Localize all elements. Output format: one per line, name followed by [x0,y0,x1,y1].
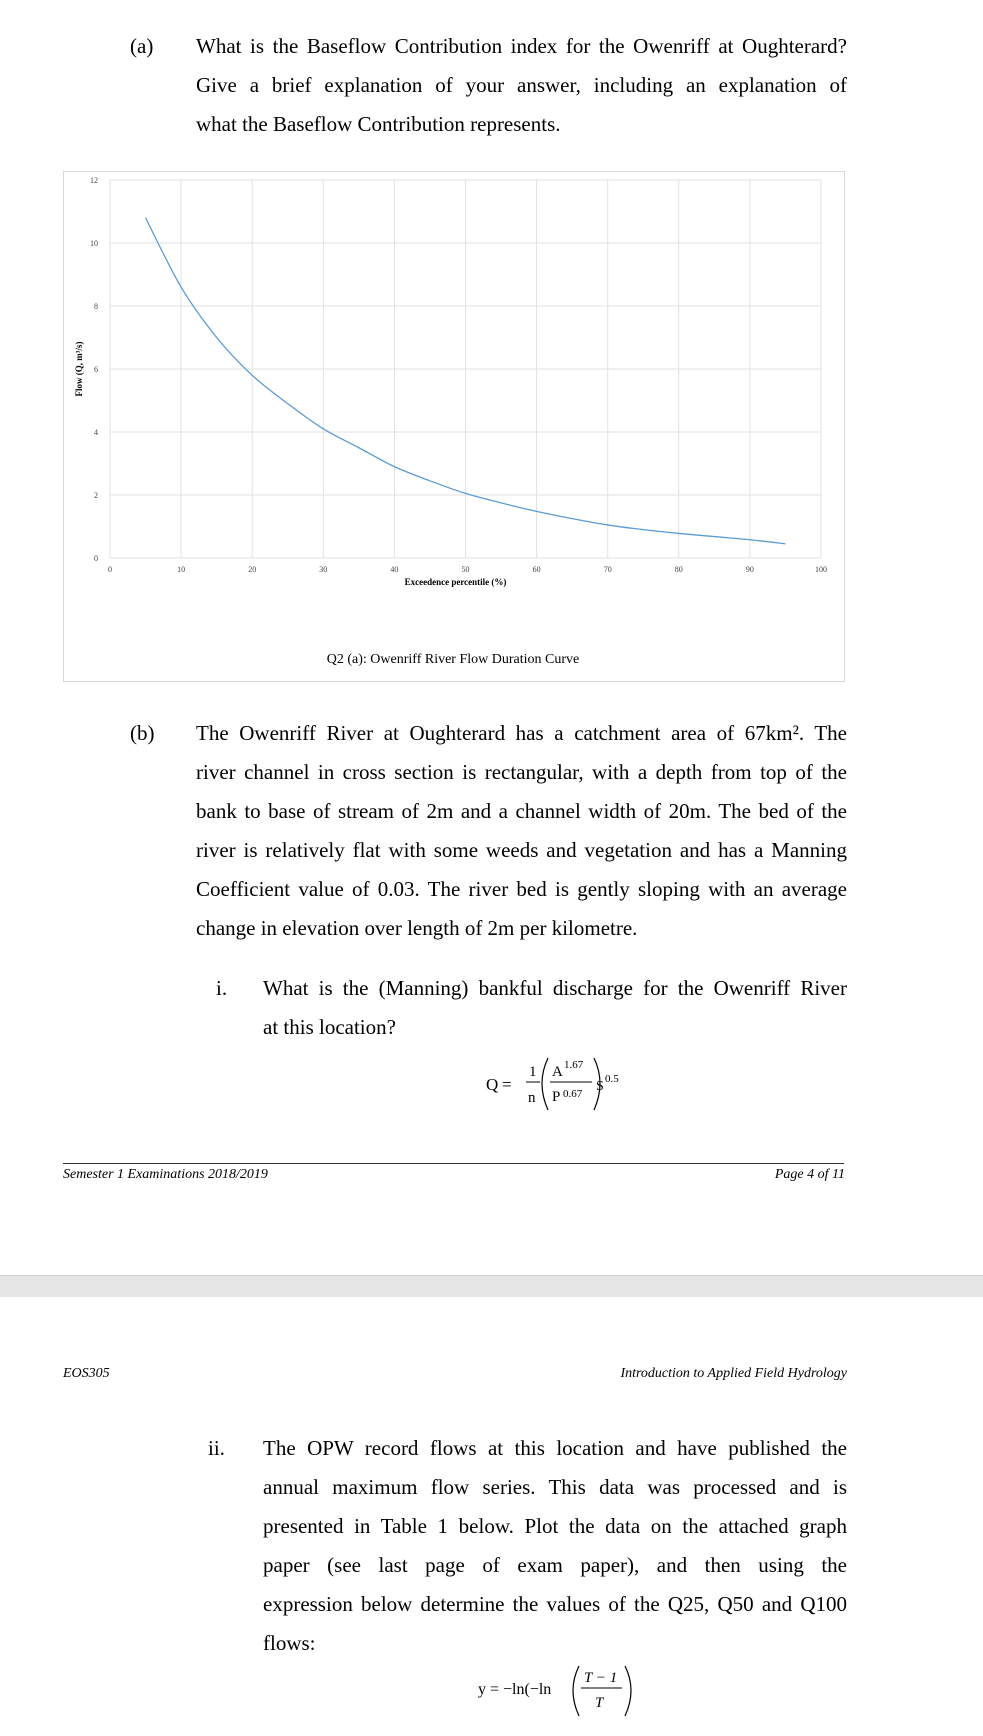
question-b-i-label: i. [216,976,228,1000]
x-tick-label: 100 [815,565,827,574]
y-tick-label: 12 [90,176,98,185]
eq-gumbel-left-paren [573,1666,579,1716]
eq-gumbel-den: T [595,1695,604,1711]
x-tick-label: 0 [108,565,112,574]
y-tick-label: 0 [94,554,98,563]
eq-left-paren [542,1058,548,1110]
eq-a: A [552,1064,563,1080]
gumbel-equation [476,1662,676,1718]
question-b-ii-label: ii. [208,1436,225,1460]
y-tick-label: 8 [94,302,98,311]
eq-p-exp: 0.67 [563,1088,583,1100]
footer-divider [63,1163,844,1164]
eq-s-exp: 0.5 [605,1073,619,1085]
x-axis-label: Exceedence percentile (%) [404,577,507,587]
eq-n: n [528,1090,536,1106]
x-tick-label: 60 [532,565,541,574]
y-axis-label: Flow (Q, m³/s) [74,341,84,397]
eq-q: Q [486,1075,499,1094]
question-b-ii-line: presented in Table 1 below. Plot the data on the attached graph [263,1514,847,1538]
question-b-line: The Owenriff River at Oughterard has a catchment area of 67km². The [196,721,847,745]
question-a-label: (a) [130,34,154,58]
y-tick-label: 2 [94,491,98,500]
flow-duration-chart [63,171,845,682]
x-tick-label: 40 [390,565,399,574]
question-b-line: Coefficient value of 0.03. The river bed is gently sloping with an average [196,877,847,901]
question-b-i-text [263,969,847,1047]
y-tick-label: 6 [94,365,98,374]
footer-semester: Semester 1 Examinations 2018/2019 [63,1167,268,1182]
question-b-ii-line: flows: [263,1631,316,1655]
question-a-text [196,27,847,144]
footer-page-number: Page 4 of 11 [774,1167,845,1182]
eq-equals: = [502,1075,512,1094]
question-a-line: what the Baseflow Contribution represents. [196,112,561,136]
page-separator [0,1275,983,1298]
x-tick-label: 70 [603,565,612,574]
x-tick-label: 90 [745,565,754,574]
eq-gumbel-lhs: y = −ln(−ln [478,1681,552,1698]
chart-canvas [64,172,844,681]
eq-one: 1 [529,1064,537,1080]
eq-gumbel-right-paren [625,1666,631,1716]
y-tick-label: 4 [94,428,98,437]
question-b-ii-text [263,1429,847,1663]
question-a-line: Give a brief explanation of your answer, including an explanation of [196,73,847,97]
exam-page-5 [0,1297,983,1736]
x-tick-label: 20 [248,565,257,574]
question-b-text [196,714,847,948]
x-tick-label: 10 [177,565,186,574]
manning-equation [484,1050,644,1116]
chart-caption: Q2 (a): Owenriff River Flow Duration Curve [326,652,580,667]
eq-s: S [596,1079,604,1094]
question-b-ii-line: expression below determine the values of the Q25, Q50 and Q100 [263,1592,847,1616]
question-b-i-line: What is the (Manning) bankful discharge for the Owenriff River [263,976,847,1000]
x-tick-label: 30 [319,565,328,574]
eq-a-exp: 1.67 [564,1059,584,1071]
question-b-ii-line: paper (see last page of exam paper), and then using the [263,1553,847,1577]
question-b-i-line: at this location? [263,1015,396,1039]
question-b-ii-line: The OPW record flows at this location and have published the [263,1436,847,1460]
eq-gumbel-num: T − 1 [584,1670,618,1686]
question-b-label: (b) [130,721,155,745]
x-tick-label: 80 [674,565,683,574]
header-course-code: EOS305 [63,1366,110,1381]
header-course-title: Introduction to Applied Field Hydrology [620,1366,847,1381]
question-b-line: bank to base of stream of 2m and a channel width of 20m. The bed of the [196,799,847,823]
question-b-line: river is relatively flat with some weeds and vegetation and has a Manning [196,838,847,862]
y-tick-label: 10 [90,239,98,248]
eq-p: P [552,1089,561,1105]
x-tick-label: 50 [461,565,470,574]
question-b-line: change in elevation over length of 2m per kilometre. [196,916,638,940]
question-b-ii-line: annual maximum flow series. This data was processed and is [263,1475,847,1499]
question-a-line: What is the Baseflow Contribution index for the Owenriff at Oughterard? [196,34,847,58]
question-b-line: river channel in cross section is rectangular, with a depth from top of the [196,760,847,784]
